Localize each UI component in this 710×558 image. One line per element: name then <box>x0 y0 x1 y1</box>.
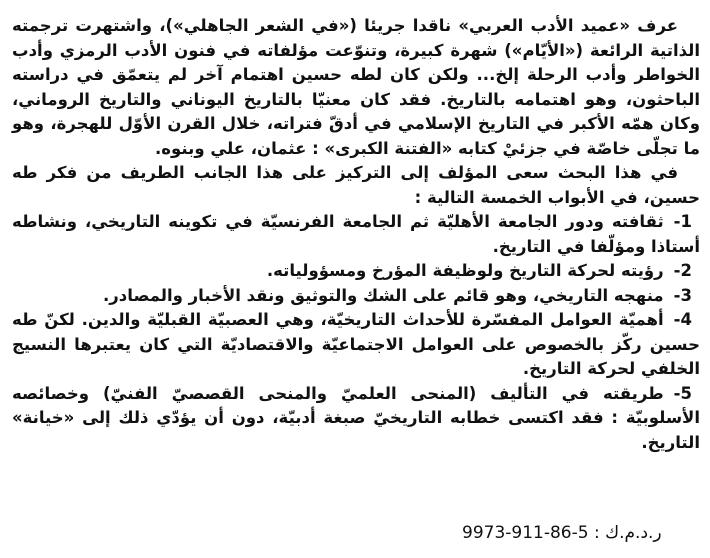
list-item-text: منهجه التاريخي، وهو قائم على الشك والتوثيق ونقد الأخبار والمصادر. <box>103 285 664 305</box>
isbn-label: ر.د.م.ك : <box>593 523 662 543</box>
list-item <box>12 308 700 382</box>
intro-paragraph: عرف «عميد الأدب العربي» ناقدا جريئا («في الشعر الجاهلي»)، واشتهرت ترجمته الذاتية الرائعة («الأيّام») شهرة كبيرة، وتنوّعت مؤلفاته في فنون الأدب الرمزي وأدب الخواطر وأدب الرحلة إلخ... ولكن كان لطه حسين اهتمام آخر لم يتعمّق في دراسته الباحثون، وهو اهتمامه بالتاريخ. فقد كان معنيّا بالتاريخ اليوناني والتاريخ الروماني، وكان همّه الأكبر في التاريخ الإسلامي في أدقّ فتراته، خلال القرن الأوّل للهجرة، وهو ما تجلّى خاصّة في جزئيْ كتابه «الفتنة الكبرى» : عثمان، علي وبنوه. <box>12 16 700 158</box>
list-item-text: أهميّة العوامل المفسّرة للأحداث التاريخيّة، وهي العصبيّة القبليّة والدين. لكنّ طه حسين ركّز بالخصوص على العوامل الاجتماعيّة والاقتصاديّة التي كان يعتبرها النسيج الخلفي لحركة التاريخ. <box>12 310 700 378</box>
list-item-number: 3- <box>673 285 692 305</box>
book-blurb <box>12 14 700 455</box>
list-item <box>12 382 700 456</box>
lead-paragraph: في هذا البحث سعى المؤلف إلى التركيز على هذا الجانب الطريف من فكر طه حسين، في الأبواب الخمسة التالية : <box>12 163 700 207</box>
list-item-number: 2- <box>673 261 692 280</box>
list-item-text: رؤيته لحركة التاريخ ولوظيفة المؤرخ ومسؤولياته. <box>266 261 664 280</box>
list-item <box>12 259 700 284</box>
isbn-value: 9973-911-86-5 <box>462 523 589 543</box>
list-item-number: 1- <box>673 212 692 231</box>
list-item <box>12 210 700 259</box>
isbn-line <box>462 523 662 543</box>
list-item-number: 4- <box>673 310 692 329</box>
list-item-number: 5- <box>673 383 692 403</box>
list-item <box>12 284 700 309</box>
list-item-text: طريقته في التأليف (المنحى العلميّ والمنحى القصصيّ الفنيّ) وخصائصه الأسلوبيّة : فقد اكتسى خطابه التاريخيّ صبغة أدبيّة، دون أن يؤدّي ذلك إلى «خيانة» التاريخ. <box>12 383 700 452</box>
list-item-text: ثقافته ودور الجامعة الأهليّة ثم الجامعة الفرنسيّة في تكوينه التاريخي، ونشاطه أستاذا ومؤلّفا في التاريخ. <box>12 212 700 256</box>
